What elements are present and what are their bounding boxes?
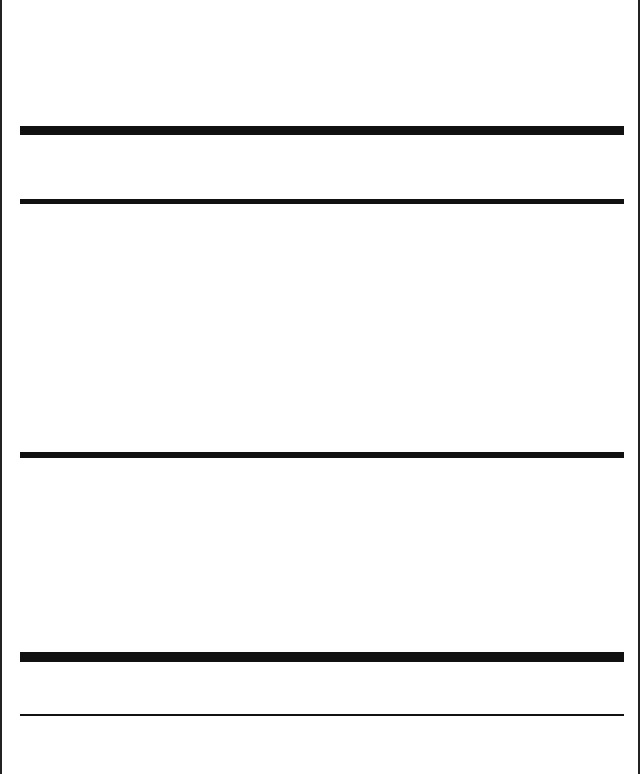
thick-divider bbox=[20, 126, 624, 135]
medium-divider bbox=[20, 452, 624, 458]
thin-divider bbox=[20, 714, 624, 716]
thick-divider bbox=[20, 652, 624, 662]
medium-divider bbox=[20, 199, 624, 204]
